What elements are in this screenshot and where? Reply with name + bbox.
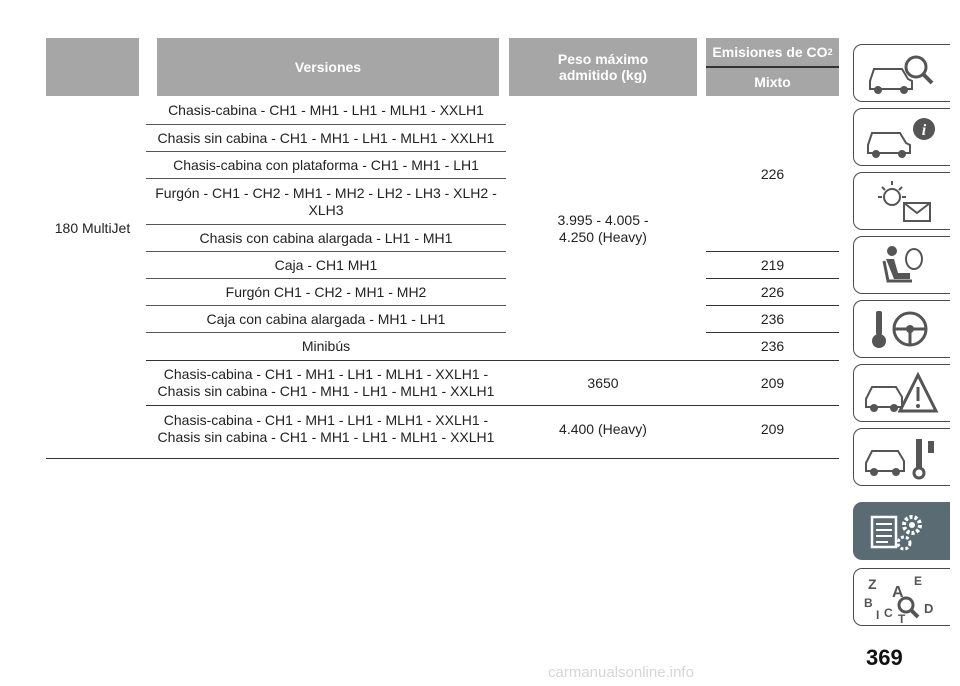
tab-airbag-seat[interactable] xyxy=(853,236,950,294)
watermark: carmanualsonline.info xyxy=(548,664,694,681)
table-row-version: Minibús xyxy=(301,338,351,354)
table-row-version: Furgón CH1 - CH2 - MH1 - MH2 xyxy=(225,283,427,300)
header-mixto: Mixto xyxy=(706,68,839,96)
table-row-version: Caja - CH1 MH1 xyxy=(274,256,378,273)
tab-key-steering-wheel[interactable] xyxy=(853,300,950,358)
co2-cell: 236 xyxy=(760,310,785,327)
peso-group-value: 3.995 - 4.005 - 4.250 (Heavy) xyxy=(557,211,649,245)
index-letter: A xyxy=(892,584,904,601)
table-row-version: Chasis sin cabina - CH1 - MH1 - LH1 - MLH1 - XXLH1 xyxy=(157,129,495,146)
header-peso xyxy=(509,38,697,96)
table-row-version: Chasis con cabina alargada - LH1 - MH1 xyxy=(199,229,453,246)
peso-group-cell xyxy=(509,97,697,360)
tab-car-wrench[interactable] xyxy=(853,428,950,486)
co2-group-cell: 226 xyxy=(760,165,785,182)
header-peso-label: Peso máximo admitido (kg) xyxy=(557,51,649,83)
key-steering-wheel-icon xyxy=(862,305,942,355)
table-row-version: Chasis-cabina con plataforma - CH1 - MH1 - LH1 xyxy=(173,156,479,173)
co2-cell: 236 xyxy=(760,338,785,354)
car-wrench-icon xyxy=(862,433,942,483)
car-warning-triangle-icon xyxy=(862,369,942,419)
index-letter: Z xyxy=(868,576,877,592)
svg-text:i: i xyxy=(921,122,927,139)
tab-car-warning-triangle[interactable] xyxy=(853,364,950,422)
index-letter: B xyxy=(864,596,873,610)
header-emisiones xyxy=(706,38,839,66)
co2-cell: 209 xyxy=(760,420,785,437)
header-emisiones-subscript: 2 xyxy=(827,47,833,57)
specifications-gear-icon xyxy=(862,507,942,557)
index-letter: C xyxy=(884,606,893,620)
alphabetical-index-icon xyxy=(862,573,942,623)
index-letter: D xyxy=(924,601,934,616)
table-bottom-line xyxy=(46,458,839,459)
car-info-icon xyxy=(862,113,942,163)
tab-car-magnifier[interactable] xyxy=(853,44,950,102)
header-emisiones-label: Emisiones de CO xyxy=(712,44,828,60)
co2-cell: 219 xyxy=(760,256,785,273)
table-row-version: Chasis-cabina - CH1 - MH1 - LH1 - MLH1 - XXLH1 xyxy=(168,102,484,118)
co2-cell: 226 xyxy=(760,283,785,300)
page-number: 369 xyxy=(866,645,903,670)
index-letter: E xyxy=(914,574,923,588)
table-row-version: Chasis-cabina - CH1 - MH1 - LH1 - MLH1 - XXLH1 - Chasis sin cabina - CH1 - MH1 - LH1 - MLH1 - XXLH1 xyxy=(157,412,495,445)
header-versiones: Versiones xyxy=(157,38,499,96)
co2-cell: 209 xyxy=(760,374,785,391)
table-row-version: Caja con cabina alargada - MH1 - LH1 xyxy=(206,310,446,327)
airbag-seat-icon xyxy=(862,241,942,291)
tab-alphabetical-index[interactable] xyxy=(853,568,950,626)
engine-cell: 180 MultiJet xyxy=(54,220,131,236)
car-magnifier-icon xyxy=(862,49,942,99)
tab-car-info[interactable] xyxy=(853,108,950,166)
table-row-version: Furgón - CH1 - CH2 - MH1 - MH2 - LH2 - LH3 - XLH2 - XLH3 xyxy=(155,184,497,218)
peso-cell: 4.400 (Heavy) xyxy=(559,420,647,437)
index-letter: I xyxy=(876,608,880,622)
warning-light-message-icon xyxy=(862,177,942,227)
index-letter: T xyxy=(898,612,906,623)
peso-cell: 3650 xyxy=(587,374,619,391)
table-row-version: Chasis-cabina - CH1 - MH1 - LH1 - MLH1 - XXLH1 - Chasis sin cabina - CH1 - MH1 - LH1 - MLH1 - XXLH1 xyxy=(157,366,495,399)
tab-warning-light-message[interactable] xyxy=(853,172,950,230)
tab-specifications[interactable] xyxy=(853,502,950,560)
header-blank xyxy=(46,38,139,96)
